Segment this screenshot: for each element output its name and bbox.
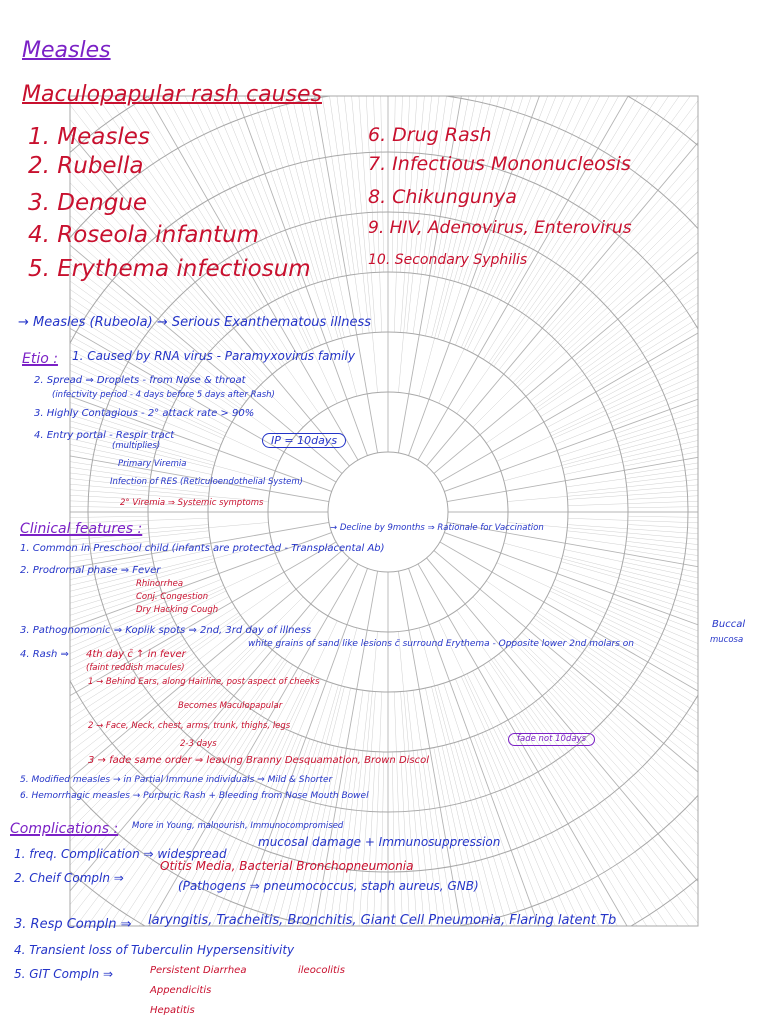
clinical-label: Clinical features : — [20, 521, 143, 537]
git-ileocolitis: ileocolitis — [298, 965, 345, 976]
cause-item: 10. Secondary Syphilis — [368, 252, 528, 268]
incubation-period-badge: IP = 10days — [262, 433, 346, 448]
clinical-decline: → Decline by 9months ⇒ Rationale for Vaccination — [330, 523, 544, 533]
rash-day: 4th day c̄ ↑ in fever — [86, 649, 186, 660]
prodromal-item: Dry Hacking Cough — [136, 605, 219, 615]
etio-secondary-viremia: 2° Viremia ⇒ Systemic symptoms — [120, 498, 264, 508]
cause-item: 6. Drug Rash — [368, 124, 492, 146]
measles-definition: → Measles (Rubeola) → Serious Exanthematous illness — [18, 315, 372, 330]
cause-item: 7. Infectious Mononucleosis — [368, 153, 631, 175]
cause-item: 3. Dengue — [28, 190, 148, 216]
cause-item: 5. Erythema infectiosum — [28, 256, 311, 282]
clinical-common: 1. Common in Preschool child (infants are protected - Transplacental Ab) — [20, 543, 385, 554]
complication-chief-a: 2. Cheif Compln ⇒ — [14, 871, 124, 885]
clinical-prodromal: 2. Prodromal phase ⇒ Fever — [20, 565, 161, 576]
complication-git-a: 5. GIT Compln ⇒ — [14, 967, 114, 981]
clinical-mucosa: mucosa — [710, 635, 744, 645]
clinical-hemorrhagic-measles: 6. Hemorrhagic measles → Purpuric Rash + Bleeding from Nose Mouth Bowel — [20, 791, 369, 801]
complication-frequent-a: 1. freq. Complication ⇒ widespread — [14, 847, 227, 861]
rash-behind-ears: 1 → Behind Ears, along Hairline, post aspect of cheeks — [88, 677, 320, 687]
complication-frequent-b: mucosal damage + Immunosuppression — [258, 835, 501, 849]
page-heading: Measles — [22, 38, 111, 63]
complication-resp-b: laryngitis, Tracheitis, Bronchitis, Giant Cell Pneumonia, Flaring latent Tb — [148, 913, 617, 928]
rash-becomes: Becomes Maculopapular — [178, 701, 283, 711]
fade-days-badge: fade not 10days — [508, 733, 595, 746]
complications-note: More in Young, malnourish, Immunocompromised — [132, 821, 344, 831]
rash-causes-title: Maculopapular rash causes — [22, 82, 322, 107]
etio-infective-period: (infectivity period - 4 days before 5 days after Rash) — [52, 390, 275, 400]
prodromal-item: Rhinorrhea — [136, 579, 184, 589]
etio-entry: 4. Entry portal - Respir tract — [34, 430, 175, 441]
etio-primary-viremia: Primary Viremia — [118, 459, 187, 469]
complication-pathogens: (Pathogens ⇒ pneumococcus, staph aureus, GNB) — [178, 879, 479, 893]
complication-resp-a: 3. Resp Compln ⇒ — [14, 917, 132, 932]
complication-chief-b: Otitis Media, Bacterial Bronchopneumonia — [160, 859, 414, 873]
git-item: Hepatitis — [150, 1005, 195, 1016]
rash-face: 2 → Face, Neck, chest, arms, trunk, thighs, legs — [88, 721, 291, 731]
rash-fade: 3 → fade same order ⇒ leaving Branny Desquamation, Brown Discol — [88, 755, 430, 766]
etio-infection-res: Infection of RES (Reticuloendothelial System) — [110, 477, 303, 487]
cause-item: 9. HIV, Adenovirus, Enterovirus — [368, 218, 632, 238]
git-item: Persistent Diarrhea — [150, 965, 247, 976]
rash-faint: (faint reddish macules) — [86, 663, 185, 673]
clinical-pathognomonic: 3. Pathognomonic ⇒ Koplik spots ⇒ 2nd, 3rd day of illness — [20, 625, 312, 636]
cause-item: 4. Roseola infantum — [28, 222, 260, 248]
clinical-white-grains: white grains of sand like lesions c̄ surround Erythema - Opposite lower 2nd molars on — [248, 639, 634, 649]
rash-days: 2-3 days — [180, 739, 217, 749]
etio-cause: 1. Caused by RNA virus - Paramyxovirus family — [72, 349, 355, 363]
clinical-rash: 4. Rash ⇒ — [20, 649, 69, 660]
etio-label: Etio : — [22, 351, 58, 367]
clinical-buccal: Buccal — [712, 619, 746, 630]
git-item: Appendicitis — [150, 985, 212, 996]
complication-transient: 4. Transient loss of Tuberculin Hypersensitivity — [14, 943, 295, 957]
complications-label: Complications : — [10, 821, 119, 837]
prodromal-item: Conj. Congestion — [136, 592, 209, 602]
etio-contagious: 3. Highly Contagious - 2° attack rate > 90% — [34, 408, 255, 419]
etio-multiplies: (multiplies) — [112, 441, 161, 451]
cause-item: 2. Rubella — [28, 153, 144, 179]
cause-item: 8. Chikungunya — [368, 186, 517, 208]
cause-item: 1. Measles — [28, 124, 150, 150]
clinical-modified-measles: 5. Modified measles → in Partial Immune individuals ⇒ Mild & Shorter — [20, 775, 333, 785]
etio-spread: 2. Spread ⇒ Droplets - from Nose & throat — [34, 375, 246, 386]
